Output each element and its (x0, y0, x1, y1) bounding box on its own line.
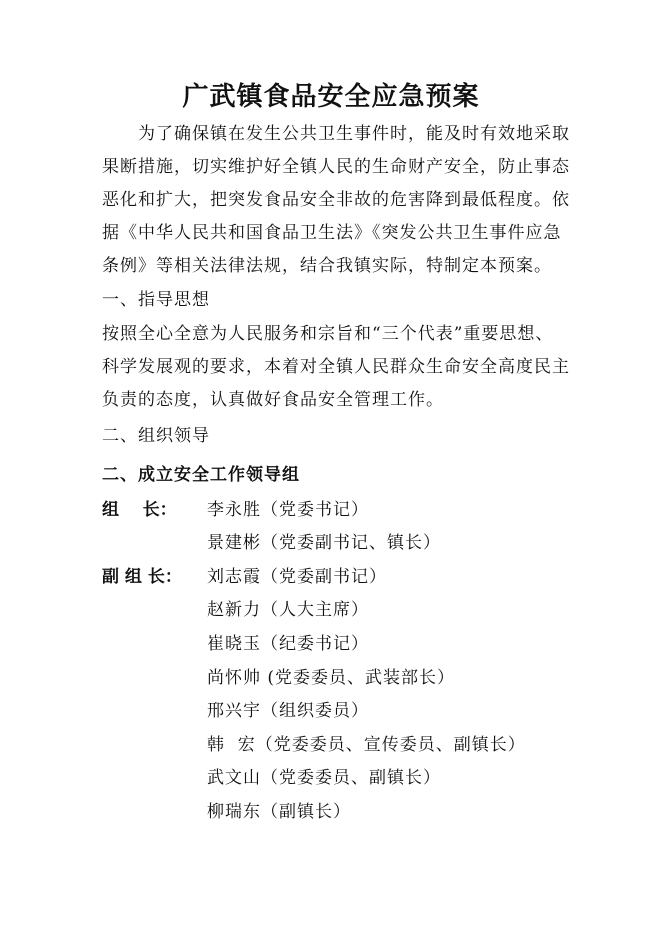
intro-line-3: 恶化和扩大，把突发食品安全非故的危害降到最低程度。依 (102, 190, 570, 210)
section1-line-1: 按照全心全意为人民服务和宗旨和“三个代表”重要思想、 (102, 324, 554, 344)
deputy-role-label: 副 组 长： (102, 567, 182, 587)
deputy-entry-8: 柳瑞东（副镇长） (207, 802, 351, 822)
section1-line-2: 科学发展观的要求，本着对全镇人民群众生命安全高度民主 (102, 357, 570, 377)
intro-line-1: 为了确保镇在发生公共卫生事件时，能及时有效地采取 (138, 124, 570, 144)
section-heading-organization: 二、组织领导 (102, 426, 210, 446)
leader-role-label: 组 长： (102, 500, 177, 520)
leader-entry-1: 李永胜（党委书记） (207, 500, 369, 520)
deputy-entry-1: 刘志霞（党委副书记） (207, 567, 387, 587)
section1-line-3: 负责的态度，认真做好食品安全管理工作。 (102, 390, 444, 410)
deputy-entry-3: 崔晓玉（纪委书记） (207, 634, 369, 654)
section-heading-guiding-ideology: 一、指导思想 (102, 290, 210, 310)
intro-line-5: 条例》等相关法律法规，结合我镇实际，特制定本预案。 (102, 256, 552, 276)
deputy-entry-6: 韩 宏（党委委员、宣传委员、副镇长） (207, 735, 526, 755)
section-subheading-leading-group: 二、成立安全工作领导组 (102, 465, 300, 485)
deputy-entry-2: 赵新力（人大主席） (207, 600, 369, 620)
deputy-entry-7: 武文山（党委委员、副镇长） (207, 768, 441, 788)
deputy-entry-4: 尚怀帅 (党委委员、武装部长） (207, 668, 456, 688)
leader-entry-2: 景建彬（党委副书记、镇长） (207, 533, 441, 553)
deputy-entry-5: 邢兴宇（组织委员） (207, 701, 369, 721)
intro-line-4: 据《中华人民共和国食品卫生法》《突发公共卫生事件应急 (102, 223, 562, 243)
intro-line-2: 果断措施，切实维护好全镇人民的生命财产安全，防止事态 (102, 157, 570, 177)
document-title: 广武镇食品安全应急预案 (182, 82, 480, 112)
